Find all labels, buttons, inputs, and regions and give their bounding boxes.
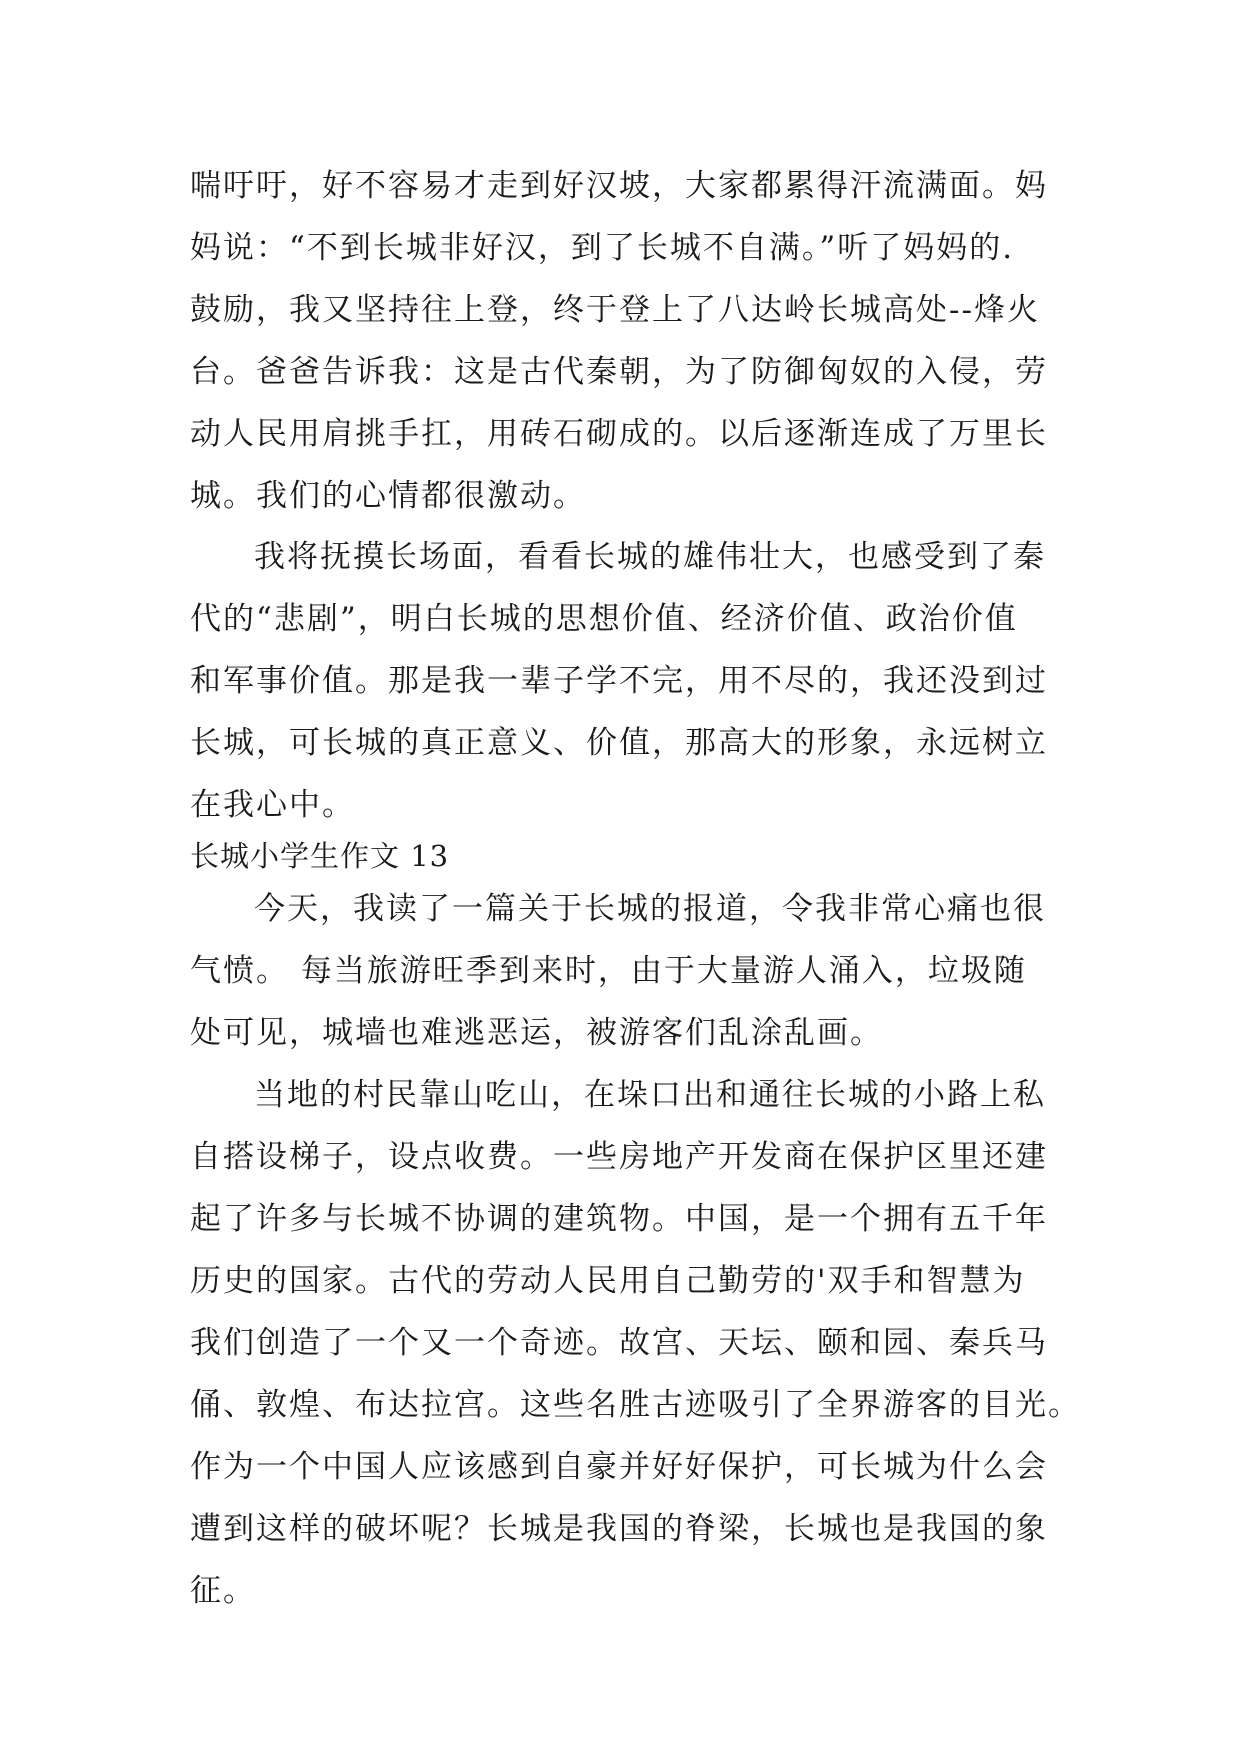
paragraph-start-line: 当地的村民靠山吃山，在垛口出和通往长城的小路上私 <box>254 1077 1046 1113</box>
text-line: 俑、敦煌、布达拉宫。这些名胜古迹吸引了全界游客的目光。 <box>190 1387 1081 1423</box>
text-line: 和军事价值。那是我一辈子学不完，用不尽的，我还没到过 <box>190 663 1048 699</box>
paragraph-start-line: 今天，我读了一篇关于长城的报道，令我非常心痛也很 <box>254 891 1046 927</box>
paragraph-start-line: 我将抚摸长场面，看看长城的雄伟壮大，也感受到了秦 <box>254 539 1046 575</box>
text-line: 遭到这样的破坏呢？长城是我国的脊梁，长城也是我国的象 <box>190 1511 1048 1547</box>
text-line: 长城，可长城的真正意义、价值，那高大的形象，永远树立 <box>190 725 1048 761</box>
text-line: 起了许多与长城不协调的建筑物。中国，是一个拥有五千年 <box>190 1201 1048 1237</box>
text-line: 气愤。 每当旅游旺季到来时，由于大量游人涌入，垃圾随 <box>190 953 1027 989</box>
text-line: 我们创造了一个又一个奇迹。故宫、天坛、颐和园、秦兵马 <box>190 1325 1048 1361</box>
text-line: 作为一个中国人应该感到自豪并好好保护，可长城为什么会 <box>190 1449 1048 1485</box>
text-line: 妈说：“不到长城非好汉，到了长城不自满。”听了妈妈的. <box>190 230 1015 266</box>
text-line: 鼓励，我又坚持往上登，终于登上了八达岭长城高处--烽火 <box>190 292 1040 328</box>
text-line: 历史的国家。古代的劳动人民用自己勤劳的'双手和智慧为 <box>190 1263 1026 1299</box>
text-line: 在我心中。 <box>190 787 355 823</box>
text-line: 台。爸爸告诉我：这是古代秦朝，为了防御匈奴的入侵，劳 <box>190 354 1048 390</box>
text-line: 处可见，城墙也难逃恶运，被游客们乱涂乱画。 <box>190 1015 883 1051</box>
text-line: 代的“悲剧”，明白长城的思想价值、经济价值、政治价值 <box>190 601 1018 637</box>
section-heading: 长城小学生作文 13 <box>190 839 450 873</box>
text-line: 动人民用肩挑手扛，用砖石砌成的。以后逐渐连成了万里长 <box>190 416 1048 452</box>
text-line: 喘吁吁，好不容易才走到好汉坡，大家都累得汗流满面。妈 <box>190 168 1048 204</box>
text-line: 自搭设梯子，设点收费。一些房地产开发商在保护区里还建 <box>190 1139 1048 1175</box>
text-line: 城。我们的心情都很激动。 <box>190 478 586 514</box>
text-line: 征。 <box>190 1573 256 1609</box>
